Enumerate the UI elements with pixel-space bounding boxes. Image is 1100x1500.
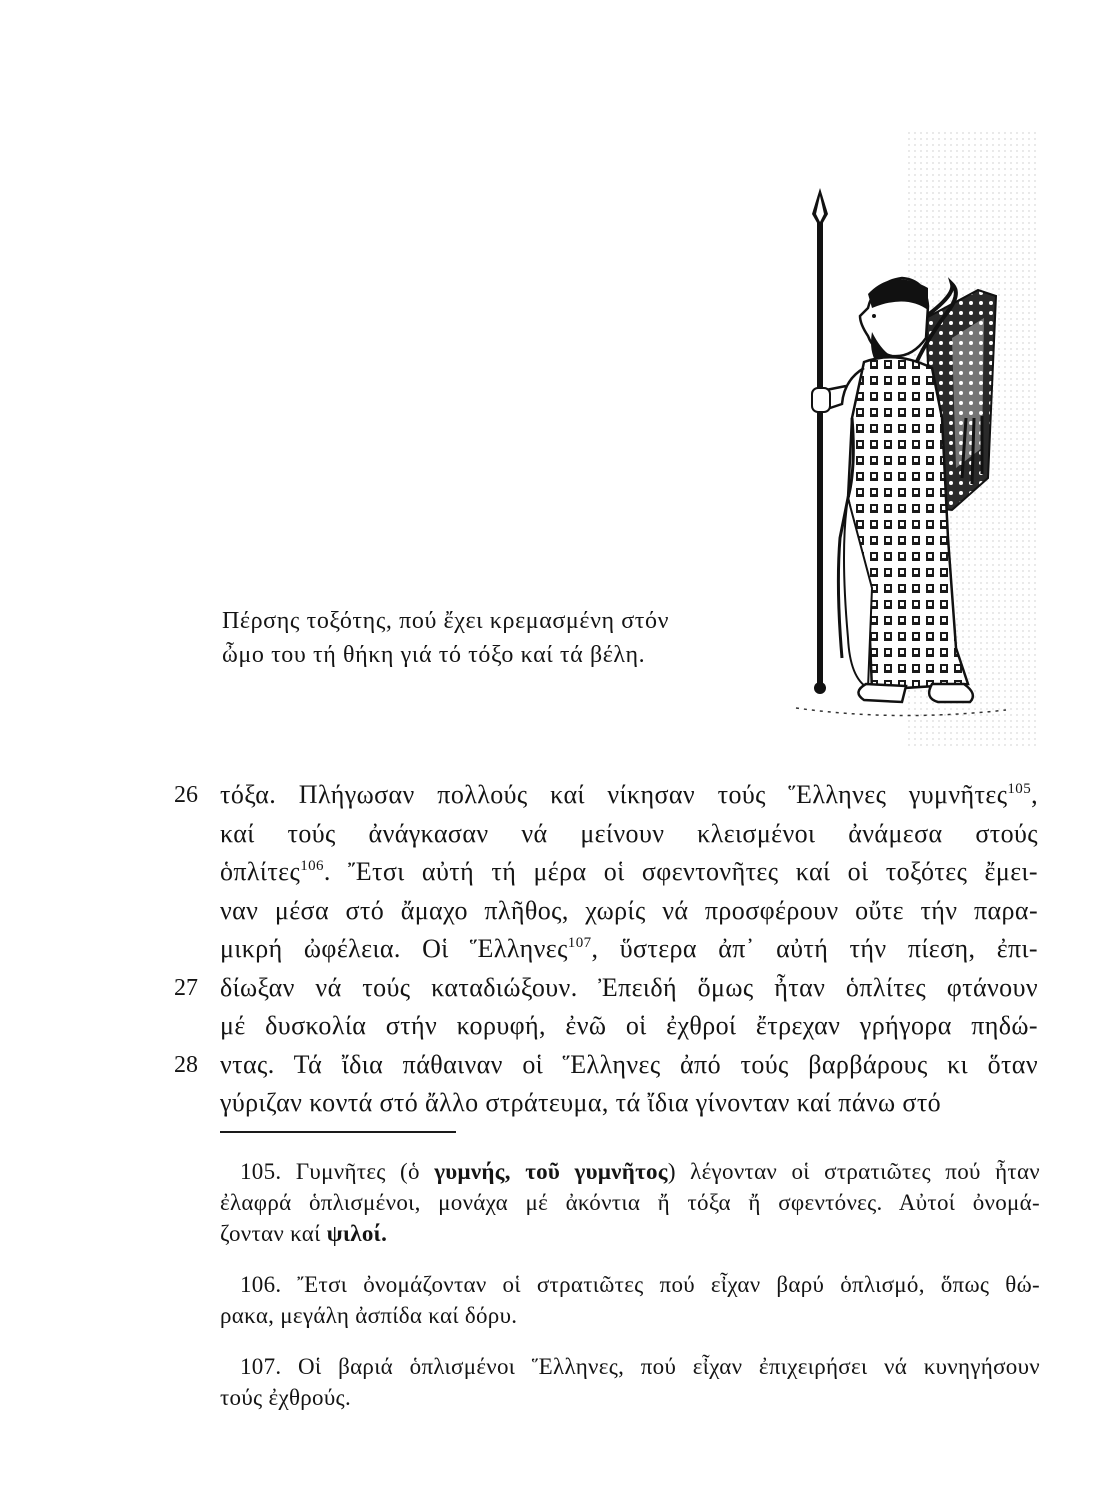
line-text [220, 969, 1038, 1008]
footnote-reference: 105 [1007, 781, 1032, 797]
line-text [220, 815, 1038, 854]
line-text [220, 853, 1038, 892]
paragraph-number: 27 [174, 974, 198, 1001]
text-line [168, 853, 1048, 892]
text-line [168, 892, 1048, 931]
text-line [168, 1007, 1048, 1046]
figure-caption-line: Πέρσης τοξότης, πού ἔχει κρεμασμένη στόν [222, 608, 670, 634]
footnote-line [220, 1187, 1040, 1218]
text-run: ὁπλίτες [220, 857, 301, 886]
text-line [168, 1084, 1048, 1123]
text-line [168, 969, 1048, 1008]
text-run: μικρή ὠφέλεια. Οἱ Ἕλληνες [220, 934, 568, 963]
figure-caption [222, 604, 742, 672]
bold-term: ψιλοί. [326, 1221, 388, 1246]
footnote-line [220, 1218, 1040, 1249]
line-text [220, 1007, 1038, 1046]
text-run: ναν μέσα στό ἄμαχο πλῆθος, χωρίς νά προσφέρουν οὔτε τήν παρα- [220, 895, 1038, 925]
footnote-line [220, 1300, 1040, 1331]
paragraph-number: 28 [174, 1051, 198, 1078]
bold-term: γυμνής, τοῦ γυμνῆτος [434, 1159, 668, 1184]
text-line [168, 930, 1048, 969]
text-run: τόξα. Πλήγωσαν πολλούς καί νίκησαν τούς Ἕλληνες γυμνῆτες [220, 780, 1008, 809]
text-run: γύριζαν κοντά στό ἄλλο στράτευμα, τά ἴδια γίνονταν καί πάνω στό [220, 1088, 942, 1117]
footnote-divider [220, 1131, 456, 1133]
text-line [168, 776, 1048, 815]
text-run: ) λέγονταν οἱ στρατιῶτες πού ἦταν [667, 1159, 1040, 1184]
line-text [220, 1046, 1038, 1085]
line-text [220, 1084, 1048, 1123]
footnote-line [220, 1382, 1040, 1413]
text-run: μέ δυσκολία στήν κορυφή, ἐνῶ οἱ ἐχθροί ἔτρεχαν γρήγορα πηδώ- [220, 1011, 1038, 1040]
line-text [220, 892, 1038, 931]
text-run: , ὕστερα ἀπ᾽ αὐτή τήν πίεση, ἐπι- [591, 934, 1038, 963]
line-text [220, 776, 1038, 815]
text-run: 107. Οἱ βαριά ὁπλισμένοι Ἕλληνες, πού εἶχαν ἐπιχειρήσει νά κυνηγήσουν [240, 1354, 1040, 1379]
figure-caption-line: ὦμο του τή θήκη γιά τό τόξο καί τά βέλη. [222, 642, 646, 668]
text-run: 105. Γυμνῆτες (ὁ [240, 1159, 435, 1184]
footnote [220, 1269, 1040, 1331]
text-run: ἐλαφρά ὁπλισμένοι, μονάχα μέ ἀκόντια ἤ τόξα ἤ σφεντόνες. Αὐτοί ὀνομά- [220, 1190, 1040, 1215]
text-run: . Ἔτσι αὐτή τή μέρα οἱ σφεντονῆτες καί οἱ τοξότες ἔμει- [323, 857, 1038, 886]
text-run: ζονταν καί [220, 1221, 327, 1246]
footnote-line [220, 1351, 1040, 1382]
text-run: 106. Ἔτσι ὀνομάζονταν οἱ στρατιῶτες πού εἶχαν βαρύ ὁπλισμό, ὅπως θώ- [240, 1272, 1040, 1297]
text-run: , [1031, 780, 1038, 809]
footnote-reference: 106 [300, 858, 324, 874]
footnote [220, 1351, 1040, 1413]
text-run: ρακα, μεγάλη ἀσπίδα καί δόρυ. [220, 1303, 518, 1328]
line-text [220, 930, 1038, 969]
text-run: καί τούς ἀνάγκασαν νά μείνουν κλεισμένοι ἀνάμεσα στούς [220, 818, 1038, 848]
footnote-line [220, 1156, 1040, 1187]
footnotes [220, 1156, 1040, 1433]
text-line [168, 1046, 1048, 1085]
text-run: ντας. Τά ἴδια πάθαιναν οἱ Ἕλληνες ἀπό τούς βαρβάρους κι ὅταν [220, 1049, 1038, 1079]
paragraph-number: 26 [174, 782, 198, 808]
footnote-reference: 107 [567, 935, 592, 951]
persian-archer-drawing [756, 118, 1040, 758]
persian-archer-illustration [756, 118, 1040, 758]
footnote [220, 1156, 1040, 1249]
main-text [168, 776, 1048, 1123]
footnote-line [220, 1269, 1040, 1300]
text-run: δίωξαν νά τούς καταδιώξουν. Ἐπειδή ὅμως ἦταν ὁπλίτες φτάνουν [220, 972, 1038, 1002]
text-run: τούς ἐχθρούς. [220, 1385, 351, 1410]
text-line [168, 815, 1048, 854]
